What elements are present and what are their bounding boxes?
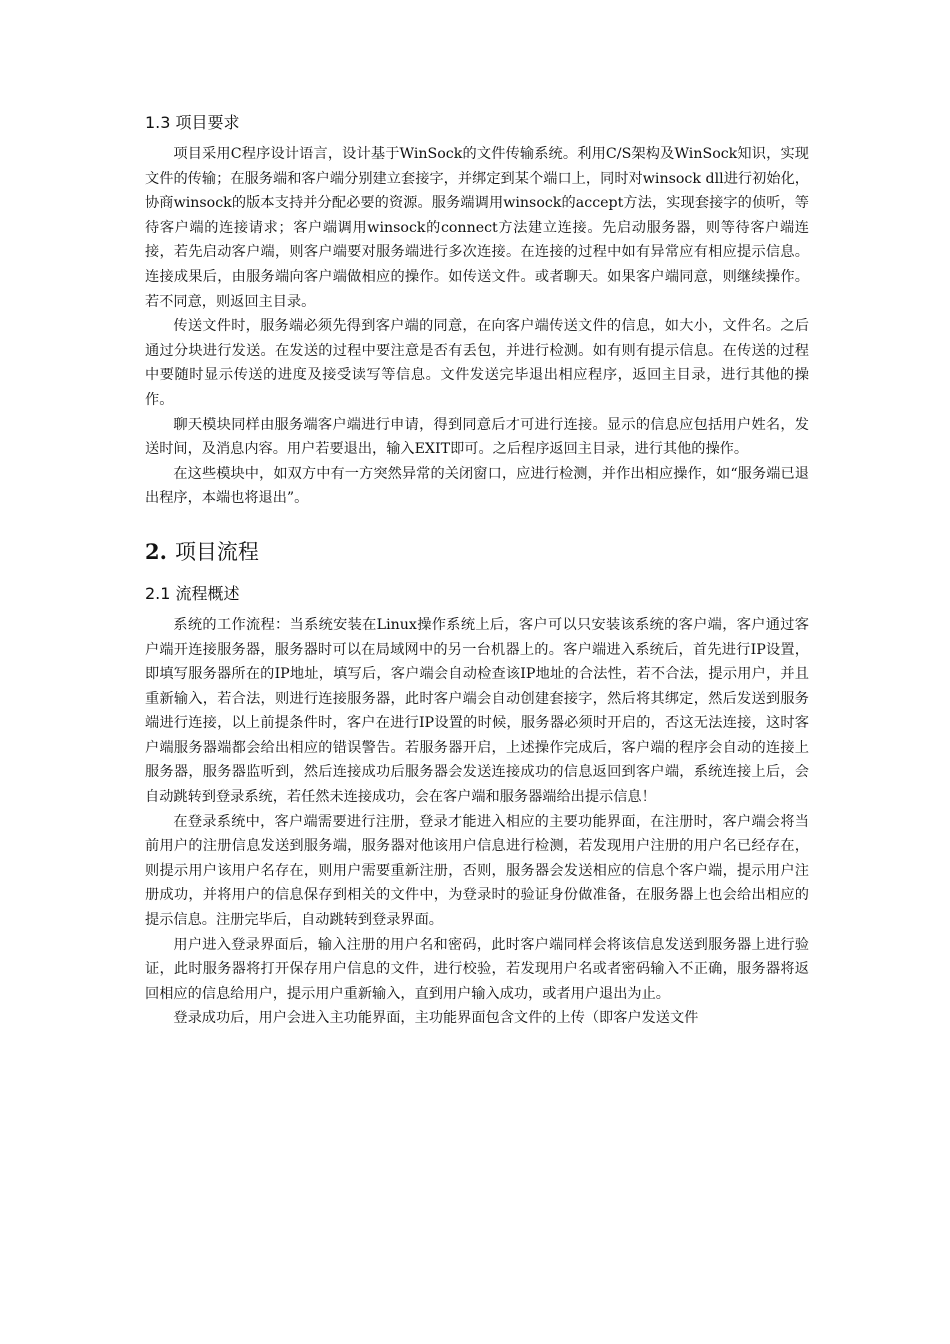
- paragraph: 传送文件时，服务端必须先得到客户端的同意，在向客户端传送文件的信息，如大小，文件名。之后通过分块进行发送。在发送的过程中要注意是否有丢包，并进行检测。如有则有提示信息。在传送的过程中要随时显示传送的进度及接受读写等信息。文件发送完毕退出相应程序，返回主目录，进行其他的操作。: [145, 318, 809, 408]
- paragraph: 登录成功后，用户会进入主功能界面，主功能界面包含文件的上传（即客户发送文件: [173, 1010, 699, 1027]
- paragraph: 聊天模块同样由服务端客户端进行申请，得到同意后才可进行连接。显示的信息应包括用户姓名，发送时间，及消息内容。用户若要退出，输入EXIT即可。之后程序返回主目录，进行其他的操作。: [145, 416, 809, 458]
- paragraph: 在这些模块中，如双方中有一方突然异常的关闭窗口，应进行检测，并作出相应操作，如“服务端已退出程序，本端也将退出”。: [145, 465, 809, 507]
- paragraph: 在登录系统中，客户端需要进行注册，登录才能进入相应的主要功能界面，在注册时，客户端会将当前用户的注册信息发送到服务端，服务器对他该用户信息进行检测，若发现用户注册的用户名已经存在，则提示用户该用户名存在，则用户需要重新注册，否则，服务器会发送相应的信息个客户端，提示用户注册成功，并将用户的信息保存到相关的文件中，为登录时的验证身份做准备，在服务器上也会给出相应的提示信息。注册完毕后，自动跳转到登录界面。: [145, 813, 809, 929]
- document-page: [145, 112, 809, 1031]
- paragraph: 项目采用C程序设计语言，设计基于WinSock的文件传输系统。利用C/S架构及WinSock知识，实现文件的传输；在服务端和客户端分别建立套接字，并绑定到某个端口上，同时对winsock dll进行初始化，协商winsock的版本支持并分配必要的资源。服务端调用winsock的accept方法，实现套接字的侦听，等待客户端的连接请求；客户端调用winsock的connect方法建立连接。先启动服务器，则等待客户端连接，若先启动客户端，则客户端要对服务端进行多次连接。在连接的过程中如有异常应有相应提示信息。连接成果后，由服务端向客户端做相应的操作。如传送文件。或者聊天。如果客户端同意，则继续操作。若不同意，则返回主目录。: [145, 146, 809, 310]
- section-heading-1-3: 1.3 项目要求: [145, 113, 240, 132]
- paragraph: 用户进入登录界面后，输入注册的用户名和密码，此时客户端同样会将该信息发送到服务器上进行验证，此时服务器将打开保存用户信息的文件，进行校验，若发现用户名或者密码输入不正确，服务器将返回相应的信息给用户，提示用户重新输入，直到用户输入成功，或者用户退出为止。: [145, 936, 809, 1002]
- section-title: 项目流程: [174, 539, 259, 564]
- section-number: 2.: [145, 538, 167, 564]
- paragraph: 系统的工作流程：当系统安装在Linux操作系统上后，客户可以只安装该系统的客户端，客户通过客户端开连接服务器，服务器时可以在局域网中的另一台机器上的。客户端进入系统后，首先进行IP设置，即填写服务器所在的IP地址，填写后，客户端会自动检查该IP地址的合法性，若不合法，提示用户，并且重新输入，若合法，则进行连接服务器，此时客户端会自动创建套接字，然后将其绑定，然后发送到服务端进行连接，以上前提条件时，客户在进行IP设置的时候，服务器必须时开启的，否这无法连接，这时客户端服务器端都会给出相应的错误警告。若服务器开启，上述操作完成后，客户端的程序会自动的连接上服务器，服务器监听到，然后连接成功后服务器会发送连接成功的信息返回到客户端，系统连接上后，会自动跳转到登录系统，若任然未连接成功，会在客户端和服务器端给出提示信息！: [145, 616, 809, 806]
- section-heading-2-1: 2.1 流程概述: [145, 583, 240, 603]
- section-heading-2: [145, 537, 809, 567]
